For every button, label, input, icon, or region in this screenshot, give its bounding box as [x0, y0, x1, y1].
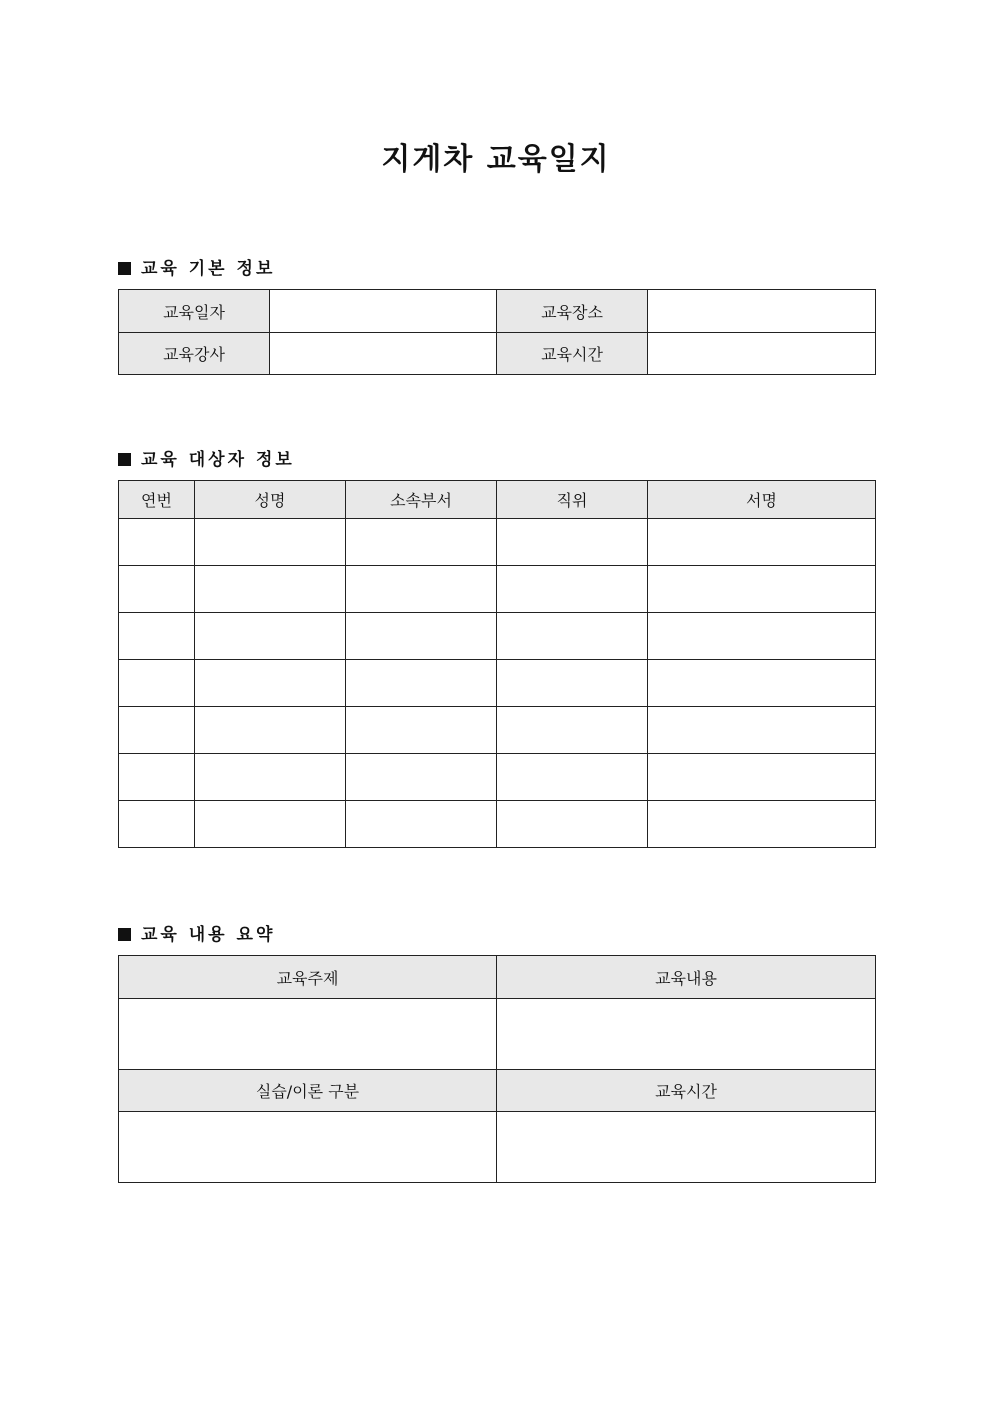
cell-department[interactable]	[346, 707, 497, 754]
label-practice-theory: 실습/이론 구분	[119, 1070, 497, 1112]
label-instructor: 교육강사	[119, 333, 270, 375]
table-row	[119, 519, 876, 566]
column-header-signature: 서명	[648, 481, 876, 519]
section-heading-content-summary	[118, 920, 275, 945]
column-header-name: 성명	[195, 481, 346, 519]
square-bullet-icon	[118, 928, 131, 941]
label-education-content: 교육내용	[497, 956, 876, 999]
cell-position[interactable]	[497, 566, 648, 613]
cell-name[interactable]	[195, 707, 346, 754]
cell-department[interactable]	[346, 660, 497, 707]
cell-signature[interactable]	[648, 707, 876, 754]
cell-signature[interactable]	[648, 519, 876, 566]
cell-signature[interactable]	[648, 660, 876, 707]
table-row	[119, 566, 876, 613]
cell-position[interactable]	[497, 754, 648, 801]
label-education-date: 교육일자	[119, 290, 270, 333]
cell-number[interactable]	[119, 754, 195, 801]
cell-signature[interactable]	[648, 801, 876, 848]
cell-signature[interactable]	[648, 566, 876, 613]
column-header-position: 직위	[497, 481, 648, 519]
square-bullet-icon	[118, 262, 131, 275]
education-date-field[interactable]	[270, 290, 497, 333]
cell-number[interactable]	[119, 519, 195, 566]
cell-name[interactable]	[195, 613, 346, 660]
square-bullet-icon	[118, 453, 131, 466]
cell-number[interactable]	[119, 613, 195, 660]
cell-number[interactable]	[119, 801, 195, 848]
section-heading-basic-info	[118, 254, 275, 279]
column-header-number: 연번	[119, 481, 195, 519]
cell-name[interactable]	[195, 754, 346, 801]
cell-name[interactable]	[195, 801, 346, 848]
cell-position[interactable]	[497, 519, 648, 566]
label-education-topic: 교육주제	[119, 956, 497, 999]
cell-signature[interactable]	[648, 613, 876, 660]
cell-number[interactable]	[119, 707, 195, 754]
education-place-field[interactable]	[648, 290, 876, 333]
instructor-field[interactable]	[270, 333, 497, 375]
practice-theory-field[interactable]	[119, 1112, 497, 1183]
cell-department[interactable]	[346, 754, 497, 801]
table-row	[119, 801, 876, 848]
basic-info-table	[118, 289, 876, 375]
column-header-department: 소속부서	[346, 481, 497, 519]
page-title: 지게차 교육일지	[381, 142, 611, 177]
education-time-field[interactable]	[648, 333, 876, 375]
cell-department[interactable]	[346, 566, 497, 613]
label-education-place: 교육장소	[497, 290, 648, 333]
trainee-table	[118, 480, 876, 848]
cell-position[interactable]	[497, 707, 648, 754]
cell-number[interactable]	[119, 566, 195, 613]
section-heading-text: 교육 기본 정보	[141, 259, 276, 279]
table-row	[119, 613, 876, 660]
section-heading-trainee-info	[118, 445, 295, 470]
label-education-time: 교육시간	[497, 333, 648, 375]
cell-position[interactable]	[497, 801, 648, 848]
table-row	[119, 707, 876, 754]
education-content-field[interactable]	[497, 999, 876, 1070]
education-hours-field[interactable]	[497, 1112, 876, 1183]
table-row	[119, 660, 876, 707]
table-row	[119, 754, 876, 801]
cell-number[interactable]	[119, 660, 195, 707]
cell-department[interactable]	[346, 613, 497, 660]
cell-name[interactable]	[195, 566, 346, 613]
cell-position[interactable]	[497, 613, 648, 660]
label-education-hours: 교육시간	[497, 1070, 876, 1112]
content-summary-table	[118, 955, 876, 1183]
cell-name[interactable]	[195, 660, 346, 707]
section-heading-text: 교육 내용 요약	[141, 925, 276, 945]
cell-department[interactable]	[346, 801, 497, 848]
cell-signature[interactable]	[648, 754, 876, 801]
education-topic-field[interactable]	[119, 999, 497, 1070]
section-heading-text: 교육 대상자 정보	[141, 450, 295, 470]
cell-department[interactable]	[346, 519, 497, 566]
cell-name[interactable]	[195, 519, 346, 566]
cell-position[interactable]	[497, 660, 648, 707]
